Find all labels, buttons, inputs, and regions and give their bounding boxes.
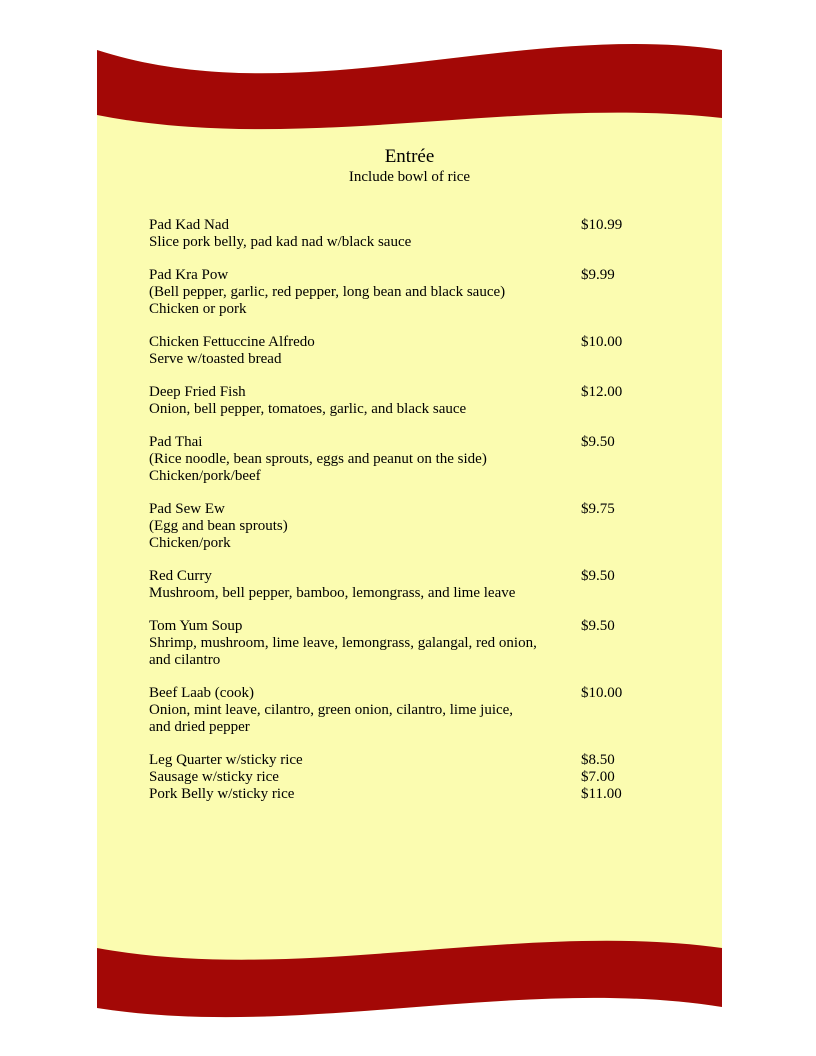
menu-subtitle: Include bowl of rice [348, 169, 471, 185]
sticky-rice-item-price: $11.00 [581, 786, 622, 802]
menu-item [149, 334, 629, 368]
menu-item-name: Red Curry [149, 568, 212, 584]
menu-item-price: $9.50 [581, 434, 615, 450]
menu-item-price: $9.75 [581, 501, 615, 517]
menu-item [149, 568, 629, 602]
menu-item-price: $10.00 [581, 685, 623, 701]
menu-item-price: $12.00 [581, 384, 623, 400]
menu-item-description: Serve w/toasted bread [149, 351, 282, 367]
menu-item-description: and cilantro [149, 652, 221, 668]
menu-item-name: Pad Sew Ew [149, 501, 225, 517]
menu-item-price: $9.99 [581, 267, 615, 283]
menu-content [149, 145, 629, 803]
menu-item-name: Pad Thai [149, 434, 203, 450]
menu-items [149, 217, 629, 736]
menu-item-description: (Bell pepper, garlic, red pepper, long bean and black sauce) [149, 284, 506, 300]
menu-item [149, 267, 629, 318]
menu-item-description: Mushroom, bell pepper, bamboo, lemongrass, and lime leave [149, 585, 516, 601]
sticky-rice-item-name: Leg Quarter w/sticky rice [149, 752, 303, 768]
sticky-rice-item-price: $8.50 [581, 752, 615, 768]
sticky-rice-item [149, 769, 629, 786]
menu-item-price: $9.50 [581, 618, 615, 634]
menu-item [149, 618, 629, 669]
menu-item-description: Chicken/pork/beef [149, 468, 261, 484]
menu-item-name: Deep Fried Fish [149, 384, 246, 400]
menu-item-description: Shrimp, mushroom, lime leave, lemongrass, galangal, red onion, [149, 635, 537, 651]
menu-item-description: Onion, bell pepper, tomatoes, garlic, and black sauce [149, 401, 467, 417]
menu-item-name: Pad Kra Pow [149, 267, 229, 283]
menu-heading [149, 145, 670, 186]
menu-item-price: $9.50 [581, 568, 615, 584]
menu-item-name: Chicken Fettuccine Alfredo [149, 334, 315, 350]
menu-item-description: (Egg and bean sprouts) [149, 518, 288, 534]
menu-item-name: Pad Kad Nad [149, 217, 229, 233]
menu-item-description: (Rice noodle, bean sprouts, eggs and peanut on the side) [149, 451, 487, 467]
menu-item-description: Chicken or pork [149, 301, 247, 317]
sticky-rice-item-name: Sausage w/sticky rice [149, 769, 279, 785]
menu-item-price: $10.99 [581, 217, 623, 233]
sticky-rice-group [149, 752, 629, 803]
sticky-rice-item [149, 752, 629, 769]
menu-item-description: Chicken/pork [149, 535, 231, 551]
menu-item-name: Beef Laab (cook) [149, 685, 254, 701]
sticky-rice-item-name: Pork Belly w/sticky rice [149, 786, 295, 802]
menu-item-description: Onion, mint leave, cilantro, green onion, cilantro, lime juice, [149, 702, 514, 718]
menu-title: Entrée [384, 146, 435, 167]
sticky-rice-item [149, 786, 629, 803]
menu-item [149, 217, 629, 251]
menu-item-name: Tom Yum Soup [149, 618, 243, 634]
menu-item [149, 685, 629, 736]
menu-item-description: Slice pork belly, pad kad nad w/black sauce [149, 234, 412, 250]
menu-item [149, 434, 629, 485]
sticky-rice-item-price: $7.00 [581, 769, 615, 785]
menu-item-price: $10.00 [581, 334, 623, 350]
menu-item [149, 384, 629, 418]
menu-item-description: and dried pepper [149, 719, 250, 735]
menu-item [149, 501, 629, 552]
